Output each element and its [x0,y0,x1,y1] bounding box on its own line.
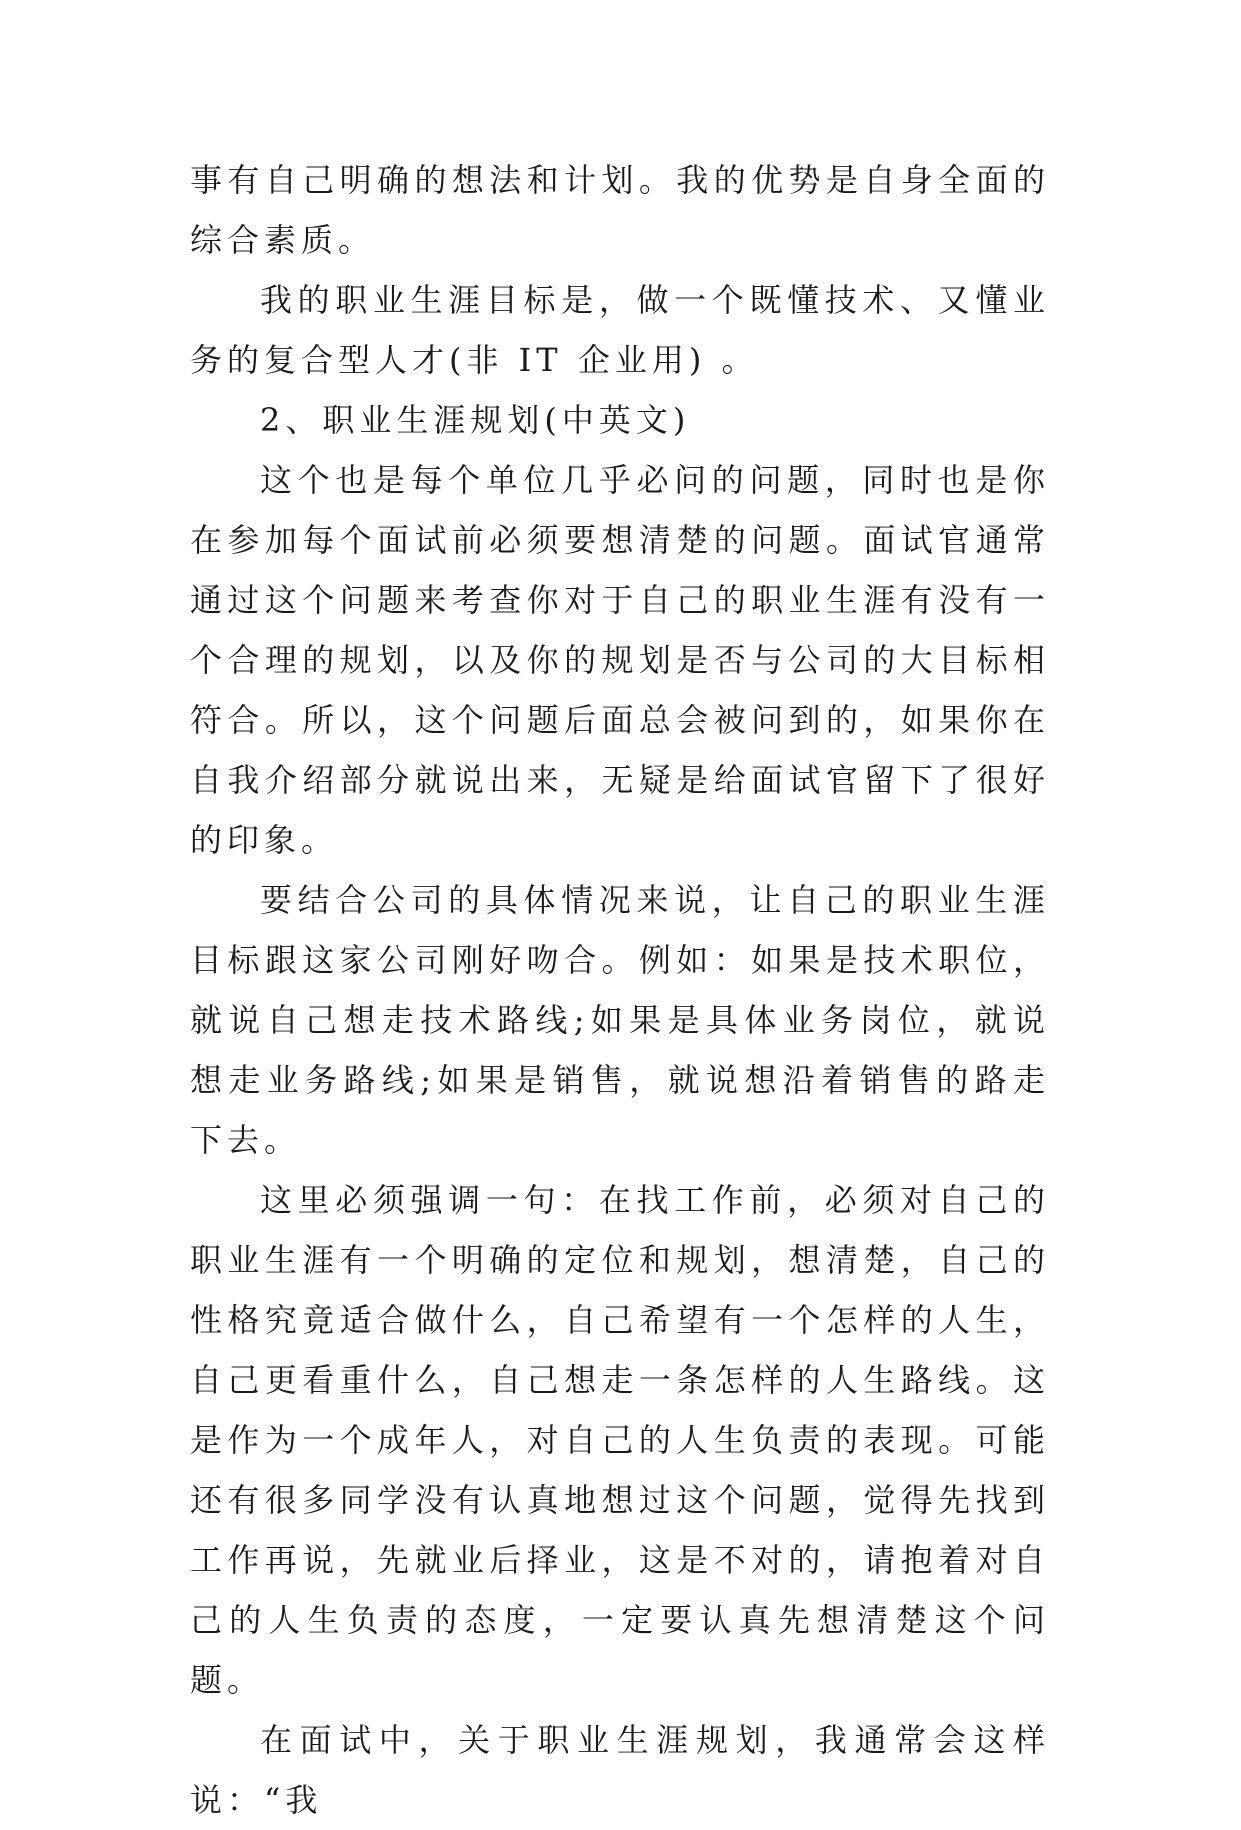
paragraph-question-intro: 这个也是每个单位几乎必问的问题，同时也是你在参加每个面试前必须要想清楚的问题。面试官通常通过这个问题来考查你对于自己的职业生涯有没有一个合理的规划，以及你的规划是否与公司的大目标相符合。所以，这个问题后面总会被问到的，如果你在自我介绍部分就说出来，无疑是给面试官留下了很好的印象。 [190,461,1050,859]
paragraph-interview-answer: 在面试中，关于职业生涯规划，我通常会这样说：“我 [190,1721,1050,1819]
document-body [190,150,1050,1830]
section-heading-career-planning: 2、职业生涯规划(中英文) [260,401,691,439]
paragraph-career-goal: 我的职业生涯目标是，做一个既懂技术、又懂业务的复合型人才(非 IT 企业用) 。 [190,281,1050,379]
paragraph-continuation: 事有自己明确的想法和计划。我的优势是自身全面的综合素质。 [190,161,1050,259]
paragraph-company-fit: 要结合公司的具体情况来说，让自己的职业生涯目标跟这家公司刚好吻合。例如：如果是技术职位，就说自己想走技术路线;如果是具体业务岗位，就说想走业务路线;如果是销售，就说想沿着销售的路走下去。 [190,881,1050,1159]
paragraph-emphasis: 这里必须强调一句：在找工作前，必须对自己的职业生涯有一个明确的定位和规划，想清楚，自己的性格究竟适合做什么，自己希望有一个怎样的人生，自己更看重什么，自己想走一条怎样的人生路线。这是作为一个成年人，对自己的人生负责的表现。可能还有很多同学没有认真地想过这个问题，觉得先找到工作再说，先就业后择业，这是不对的，请抱着对自己的人生负责的态度，一定要认真先想清楚这个问题。 [190,1181,1050,1699]
